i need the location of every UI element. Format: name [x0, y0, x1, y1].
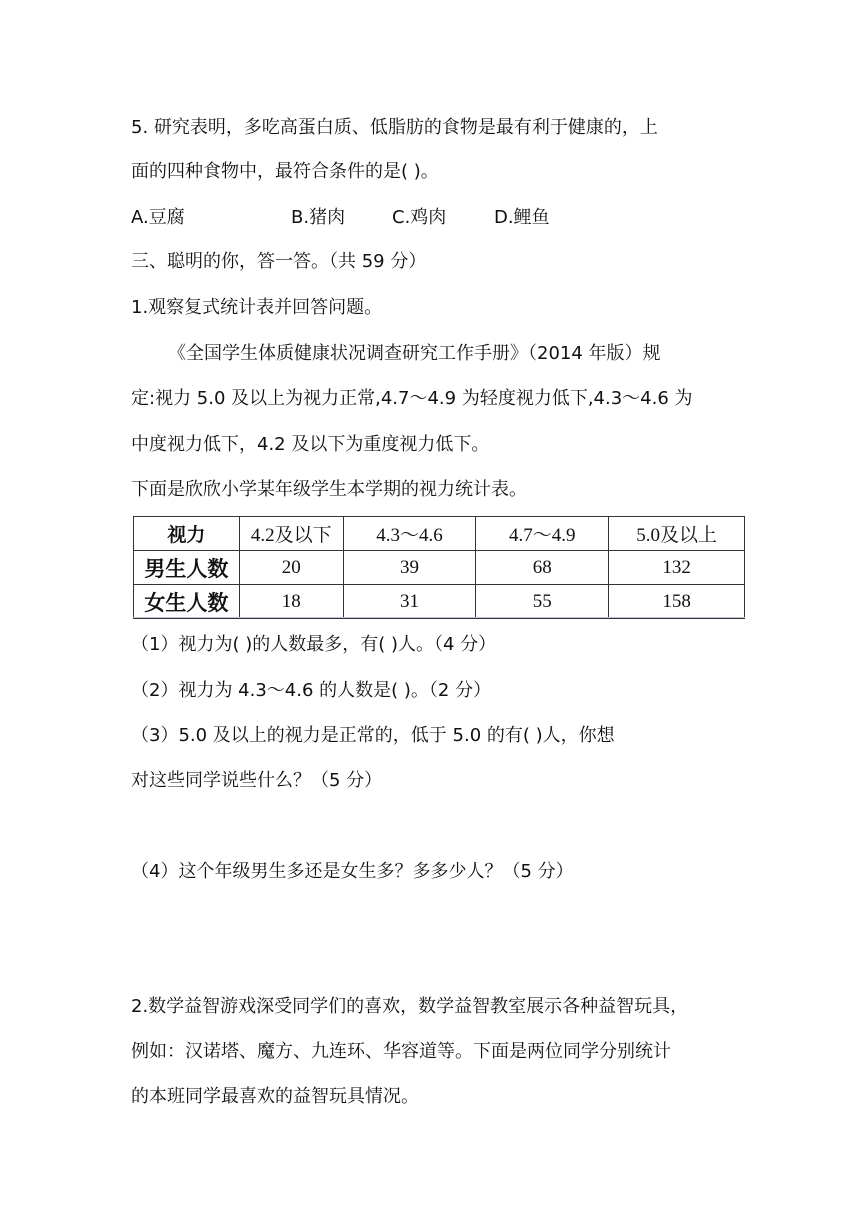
table-header-cell: 视力 — [134, 517, 240, 551]
p1-intro-line3: 中度视力低下，4.2 及以下为重度视力低下。 — [131, 434, 490, 455]
table-header-row — [134, 517, 745, 551]
question-4: （4）这个年级男生多还是女生多？多多少人？（5 分） — [131, 861, 574, 882]
p1-intro-line2: 定:视力 5.0 及以上为视力正常,4.7～4.9 为轻度视力低下,4.3～4.6 为 — [131, 388, 693, 409]
table-header-cell: 4.3～4.6 — [343, 517, 476, 551]
p1-title: 1.观察复式统计表并回答问题。 — [131, 297, 383, 318]
table-caption: 下面是欣欣小学某年级学生本学期的视力统计表。 — [131, 479, 527, 500]
p2-line1: 2.数学益智游戏深受同学们的喜欢，数学益智教室展示各种益智玩具， — [131, 996, 689, 1017]
option-b: B.猪肉 — [291, 207, 346, 228]
table-cell: 20 — [239, 551, 343, 585]
option-d: D.鲤鱼 — [494, 207, 550, 228]
p2-line2: 例如：汉诺塔、魔方、九连环、华容道等。下面是两位同学分别统计 — [131, 1041, 671, 1062]
question-3-line2: 对这些同学说些什么？（5 分） — [131, 770, 383, 791]
q5-line2: 面的四种食物中，最符合条件的是( )。 — [131, 161, 439, 182]
row-label-girls: 女生人数 — [134, 585, 240, 619]
table-header-cell: 4.2及以下 — [239, 517, 343, 551]
option-a: A.豆腐 — [131, 207, 185, 228]
table-cell: 31 — [343, 585, 476, 619]
table-bottom-rule — [133, 617, 745, 618]
table-row — [134, 551, 745, 585]
table-header-cell: 5.0及以上 — [609, 517, 745, 551]
p2-line3: 的本班同学最喜欢的益智玩具情况。 — [131, 1086, 419, 1107]
table-cell: 39 — [343, 551, 476, 585]
question-3-line1: （3）5.0 及以上的视力是正常的，低于 5.0 的有( )人，你想 — [131, 725, 615, 746]
table-cell: 55 — [476, 585, 609, 619]
vision-table — [133, 516, 745, 619]
table-row — [134, 585, 745, 619]
table-cell: 68 — [476, 551, 609, 585]
option-c: C.鸡肉 — [392, 207, 447, 228]
section3-heading: 三、聪明的你，答一答。（共 59 分） — [131, 251, 427, 272]
row-label-boys: 男生人数 — [134, 551, 240, 585]
table-cell: 158 — [609, 585, 745, 619]
p1-intro-line1: 《全国学生体质健康状况调查研究工作手册》（2014 年版）规 — [168, 343, 661, 364]
question-1: （1）视力为( )的人数最多，有( )人。（4 分） — [131, 634, 497, 655]
table-header-cell: 4.7～4.9 — [476, 517, 609, 551]
table-cell: 132 — [609, 551, 745, 585]
q5-line1: 5. 研究表明，多吃高蛋白质、低脂肪的食物是最有利于健康的，上 — [131, 117, 658, 138]
question-2: （2）视力为 4.3～4.6 的人数是( )。（2 分） — [131, 680, 492, 701]
table-cell: 18 — [239, 585, 343, 619]
